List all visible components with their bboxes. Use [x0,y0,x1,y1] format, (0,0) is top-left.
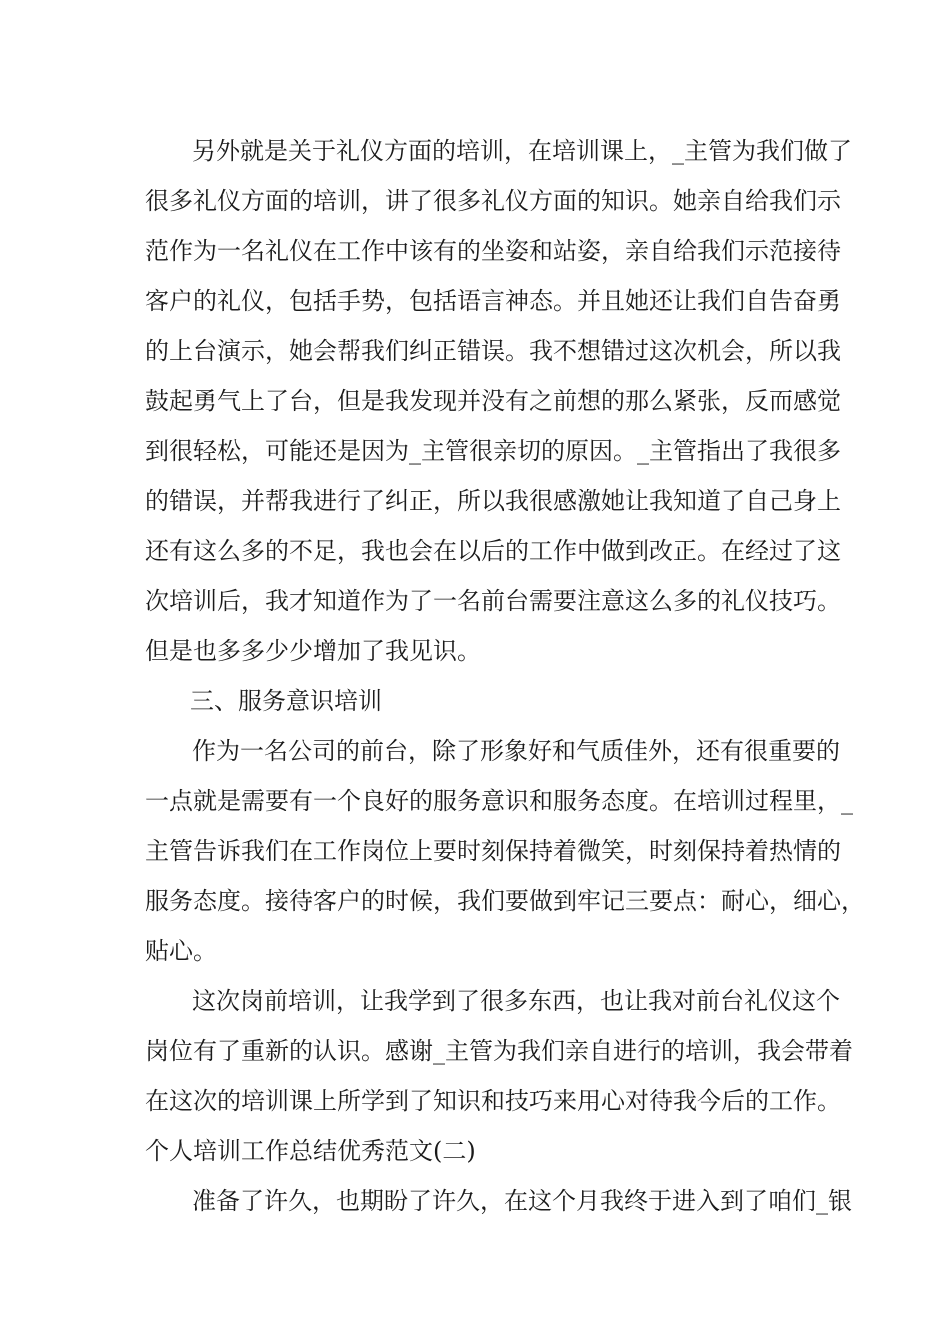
paragraph-line: 服务态度。接待客户的时候，我们要做到牢记三要点：耐心，细心， [145,887,865,915]
paragraph-line: 但是也多多少少增加了我见识。 [145,637,481,665]
paragraph-line: 范作为一名礼仪在工作中该有的坐姿和站姿，亲自给我们示范接待 [145,237,841,265]
paragraph-line: 贴心。 [145,937,217,965]
paragraph-line: 这次岗前培训，让我学到了很多东西，也让我对前台礼仪这个 [192,987,840,1015]
paragraph-line: 主管告诉我们在工作岗位上要时刻保持着微笑，时刻保持着热情的 [145,837,841,865]
section-title: 个人培训工作总结优秀范文(二) [145,1137,476,1165]
paragraph-line: 次培训后，我才知道作为了一名前台需要注意这么多的礼仪技巧。 [145,587,841,615]
paragraph-line: 的上台演示，她会帮我们纠正错误。我不想错过这次机会，所以我 [145,337,841,365]
paragraph-line: 准备了许久，也期盼了许久，在这个月我终于进入到了咱们_银 [192,1187,852,1215]
paragraph-line: 客户的礼仪，包括手势，包括语言神态。并且她还让我们自告奋勇 [145,287,841,315]
paragraph-line: 一点就是需要有一个良好的服务意识和服务态度。在培训过程里，_ [145,787,853,815]
paragraph-line: 在这次的培训课上所学到了知识和技巧来用心对待我今后的工作。 [145,1087,841,1115]
paragraph-line: 另外就是关于礼仪方面的培训，在培训课上，_主管为我们做了 [192,137,852,165]
paragraph-line: 的错误，并帮我进行了纠正，所以我很感激她让我知道了自己身上 [145,487,841,515]
paragraph-line: 很多礼仪方面的培训，讲了很多礼仪方面的知识。她亲自给我们示 [145,187,841,215]
paragraph-line: 到很轻松，可能还是因为_主管很亲切的原因。_主管指出了我很多 [145,437,841,465]
paragraph-line: 岗位有了重新的认识。感谢_主管为我们亲自进行的培训，我会带着 [145,1037,853,1065]
paragraph-line: 还有这么多的不足，我也会在以后的工作中做到改正。在经过了这 [145,537,841,565]
paragraph-line: 作为一名公司的前台，除了形象好和气质佳外，还有很重要的 [192,737,840,765]
section-heading: 三、服务意识培训 [190,687,382,715]
paragraph-line: 鼓起勇气上了台，但是我发现并没有之前想的那么紧张，反而感觉 [145,387,841,415]
